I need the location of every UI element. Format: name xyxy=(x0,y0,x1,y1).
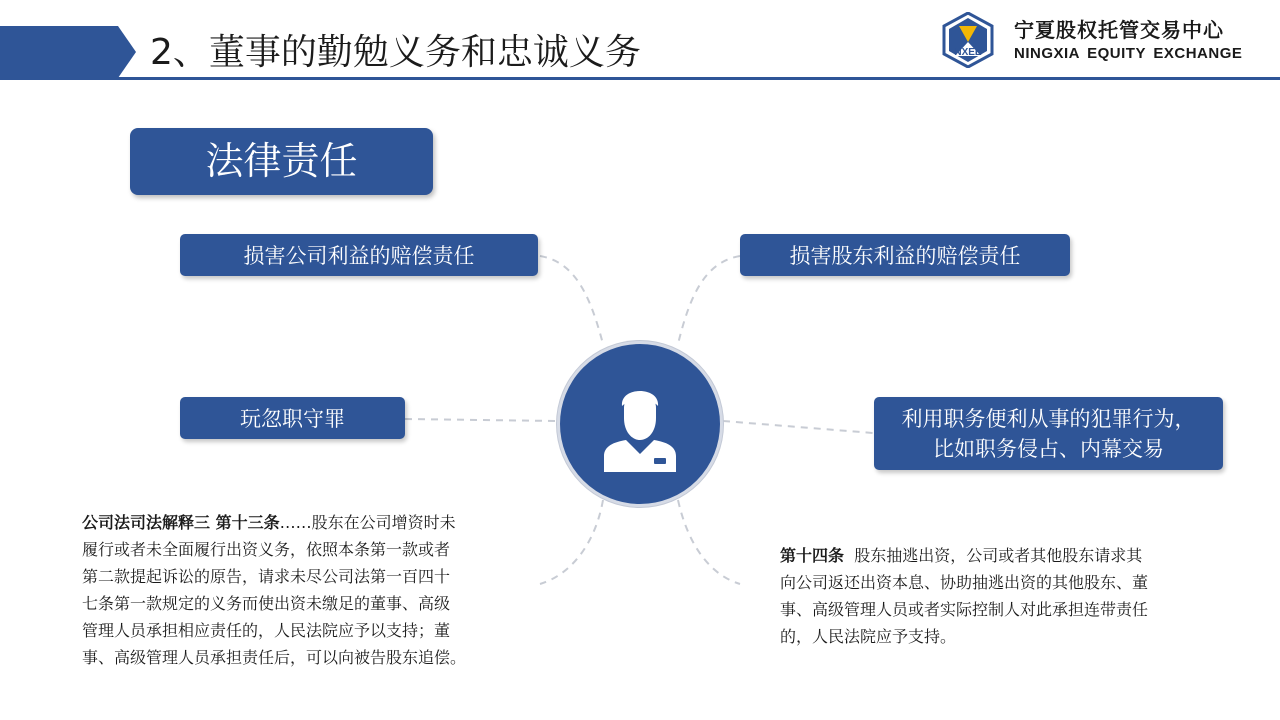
article-14-paragraph xyxy=(780,542,1220,650)
svg-text:NXEE: NXEE xyxy=(954,47,982,58)
section-title: 法律责任 xyxy=(130,128,433,195)
article-13-line: 七条第一款规定的义务而使出资未缴足的董事、高级 xyxy=(82,594,451,613)
article-13-paragraph xyxy=(82,509,527,671)
org-name-en: NINGXIA EQUITY EXCHANGE xyxy=(1014,45,1243,62)
liability-shareholder-compensation: 损害股东利益的赔偿责任 xyxy=(740,234,1070,276)
abuse-of-office-line1: 利用职务便利从事的犯罪行为， xyxy=(901,406,1196,431)
article-13-line: 管理人员承担相应责任的，人民法院应予以支持；董 xyxy=(82,621,451,640)
article-14-line: 的，人民法院应予支持。 xyxy=(780,627,957,646)
org-name-cn: 宁夏股权托管交易中心 xyxy=(1014,18,1224,42)
article-14-line: 股东抽逃出资，公司或者其他股东请求其 xyxy=(844,546,1143,565)
liability-dereliction-crime: 玩忽职守罪 xyxy=(180,397,405,439)
article-14-heading: 第十四条 xyxy=(780,546,845,565)
abuse-of-office-line2: 比如职务侵占、内幕交易 xyxy=(933,436,1164,461)
liability-company-compensation: 损害公司利益的赔偿责任 xyxy=(180,234,538,276)
article-13-line: 履行或者未全面履行出资义务，依照本条第一款或者 xyxy=(82,540,451,559)
person-icon xyxy=(590,372,690,472)
page-title: 2、董事的勤勉义务和忠诚义务 xyxy=(150,32,641,73)
article-13-line: 第二款提起诉讼的原告，请求未尽公司法第一百四十 xyxy=(82,567,451,586)
article-13-heading: 公司法司法解释三 第十三条 xyxy=(82,513,280,532)
article-14-line: 事、高级管理人员或者实际控制人对此承担连带责任 xyxy=(780,600,1149,619)
center-person-circle xyxy=(557,341,723,507)
liability-abuse-of-office xyxy=(874,397,1223,470)
article-13-line: 事、高级管理人员承担责任后，可以向被告股东追偿。 xyxy=(82,648,467,667)
article-14-line: 向公司返还出资本息、协助抽逃出资的其他股东、董 xyxy=(780,573,1149,592)
article-13-line: ……股东在公司增资时未 xyxy=(279,513,456,532)
